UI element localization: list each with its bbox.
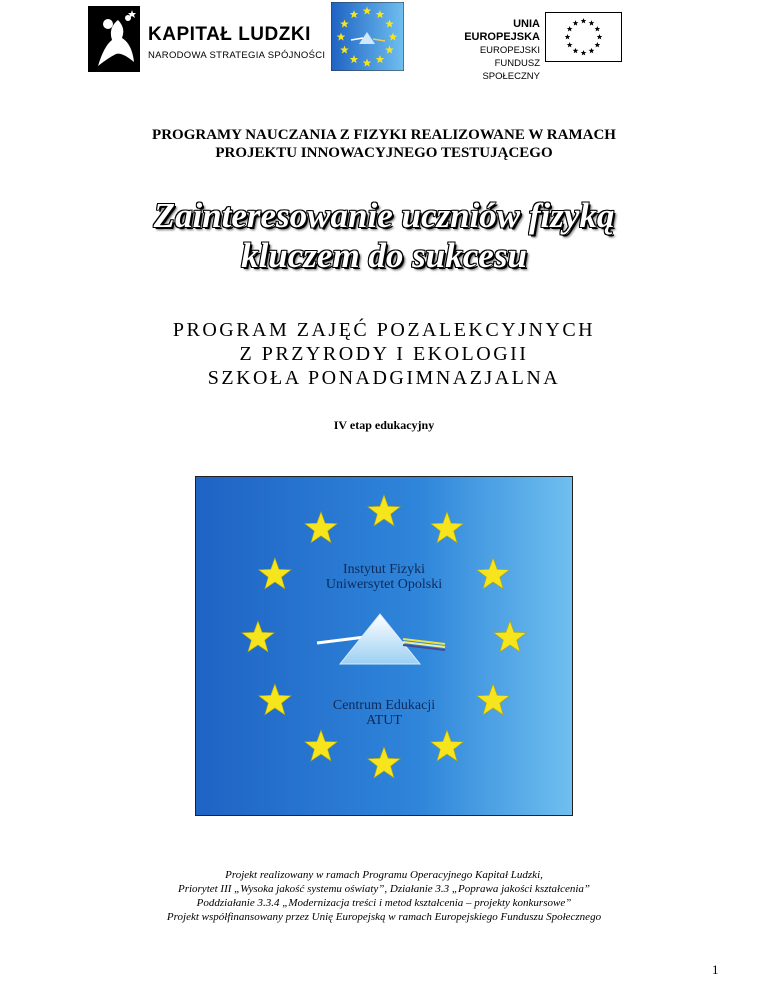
program-heading: [60, 126, 708, 162]
subtitle-line-1: PROGRAM ZAJĘĆ POZALEKCYJNYCH: [172, 319, 596, 341]
logo-line-2: Uniwersytet Opolski: [325, 577, 443, 592]
logo-line-3: Centrum Edukacji: [332, 698, 436, 713]
main-title-line-1: Zainteresowanie uczniów fizyką: [153, 196, 615, 235]
kapital-ludzki-mark-icon: [88, 6, 140, 72]
footer: [40, 868, 728, 924]
kapital-ludzki-title: KAPITAŁ LUDZKI: [148, 24, 311, 45]
footer-line-1: Projekt realizowany w ramach Programu Operacyjnego Kapitał Ludzki,: [225, 869, 543, 881]
subtitle: [40, 318, 728, 390]
education-stage: IV etap edukacyjny: [333, 418, 435, 432]
footer-line-4: Projekt współfinansowany przez Unię Europejską w ramach Europejskiego Funduszu Społecznego: [166, 911, 602, 923]
page-number: 1: [712, 962, 719, 977]
logo-line-4: ATUT: [366, 713, 402, 728]
logo-line-1: Instytut Fizyki: [342, 562, 426, 577]
footer-line-3: Poddziałanie 3.3.4 „Modernizacja treści i metod kształcenia – projekty konkursowe”: [196, 897, 572, 909]
ue-line-2: FUNDUSZ SPOŁECZNY: [482, 58, 540, 82]
kapital-ludzki-logo: [88, 6, 328, 74]
program-heading-line-2: PROJEKTU INNOWACYJNEGO TESTUJĄCEGO: [215, 145, 553, 161]
institute-logo: [195, 476, 573, 816]
kapital-ludzki-subtitle: NARODOWA STRATEGIA SPÓJNOŚCI: [148, 50, 326, 61]
ue-title: UNIA EUROPEJSKA: [464, 18, 540, 43]
eu-flag-icon: [545, 12, 622, 62]
program-heading-line-1: PROGRAMY NAUCZANIA Z FIZYKI REALIZOWANE W RAMACH: [152, 127, 616, 143]
ue-text-block: [440, 18, 540, 83]
subtitle-line-3: SZKOŁA PONADGIMNAZJALNA: [207, 367, 561, 389]
main-title-line-2: kluczem do sukcesu: [241, 236, 527, 275]
institute-mini-logo-icon: [331, 2, 404, 71]
ue-line-1: EUROPEJSKI: [479, 45, 540, 56]
footer-line-2: Priorytet III „Wysoka jakość systemu oświaty”, Działanie 3.3 „Poprawa jakości kształcenia”: [177, 883, 591, 895]
main-title: [40, 196, 728, 276]
subtitle-line-2: Z PRZYRODY I EKOLOGII: [239, 343, 529, 365]
